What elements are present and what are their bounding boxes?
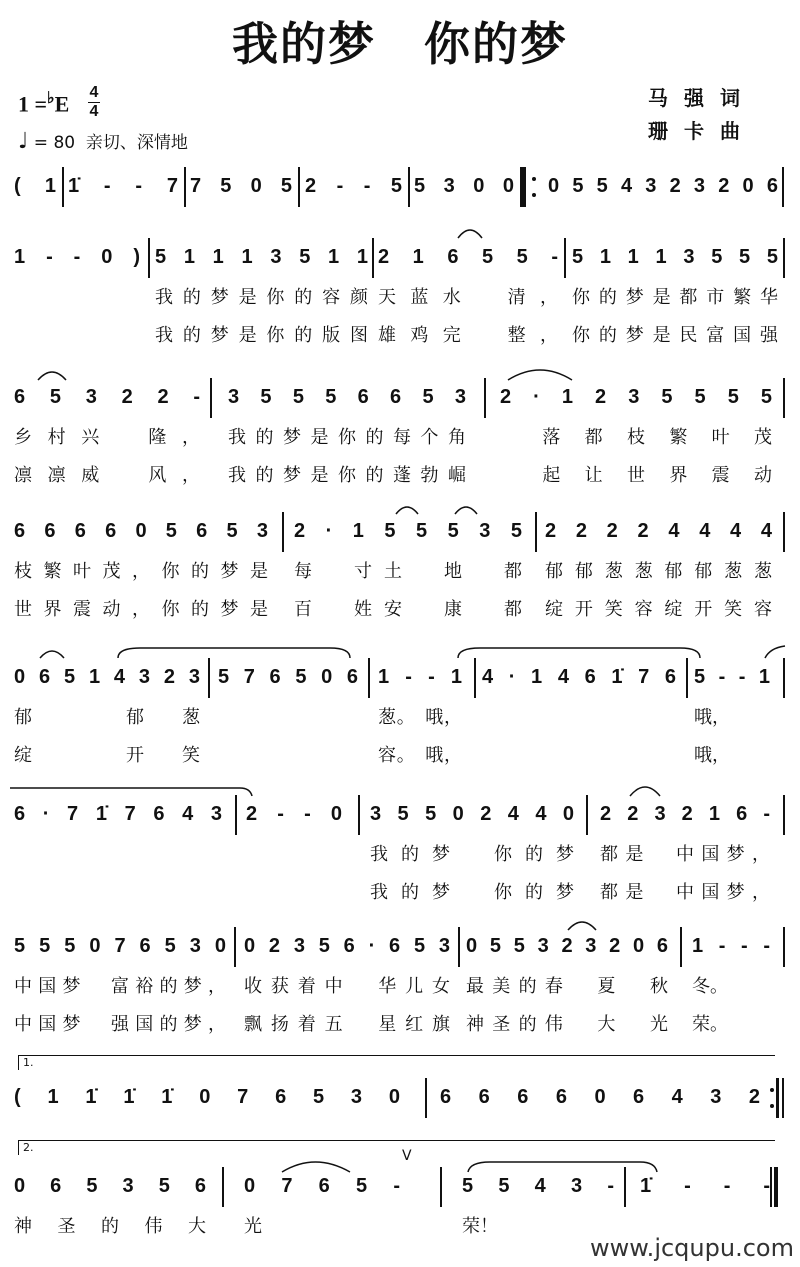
lyric-verse-2: 容。 哦， (378, 745, 462, 766)
lyric-verse-2: 世界震动，你的梦是 (14, 599, 268, 620)
lyric-verse-1: 你的梦是都市繁华 (572, 287, 778, 308)
key-prefix: 1 = (18, 91, 48, 117)
measure-notes: 5 7 6 5 0 6 (218, 666, 358, 688)
lyric-verse-1: 落都枝繁叶茂 (500, 427, 772, 448)
flat-sign: ♭ (47, 90, 55, 107)
measure-notes: 2 · 1 5 5 5 3 5 (294, 520, 522, 542)
slur (765, 646, 785, 658)
lyric-verse-1: 荣！ (462, 1216, 498, 1237)
lyric-verse-2: 百 姓安 康 都 (294, 599, 522, 620)
lyric-verse-1: 我的梦是你的容颜 (155, 287, 368, 308)
measure-notes: 0 5 5 3 2 3 2 0 6 (466, 935, 668, 957)
volta-bracket: 2. (18, 1140, 775, 1155)
time-top: 4 (89, 84, 99, 101)
measure-notes: 6 5 3 2 2 - (14, 386, 200, 408)
lyric-verse-1: 郁郁葱葱郁郁葱葱 (545, 561, 772, 582)
measure-notes: ( 1 (14, 175, 56, 197)
lyric-verse-2: 都是 中国梦， (600, 882, 770, 903)
measure-notes: 4 · 1 4 6 1̇ 7 6 (482, 666, 676, 688)
slur (40, 651, 64, 658)
lyric-verse-1: 我的梦 你的梦 (370, 844, 574, 865)
lyric-verse-1: 中国梦 富裕的梦， (14, 976, 226, 997)
quarter-note-icon: ♩ (18, 129, 29, 154)
lyric-verse-1: 都是 中国梦， (600, 844, 770, 865)
lyric-verse-1: 冬。 (692, 976, 728, 997)
lyric-verse-2: 哦， (694, 745, 730, 766)
tempo-value: = 80 (33, 133, 76, 153)
measure-notes: 2 1 6 5 5 - (378, 246, 558, 268)
composer-credit: 珊卡曲 (648, 119, 756, 143)
lyric-verse-1: 葱。 哦， (378, 707, 462, 728)
measure-notes: 2 · 1 2 3 5 5 5 5 (500, 386, 772, 408)
lyric-verse-2: 雄鸡完 整， (378, 325, 558, 346)
watermark: www.jcqupu.com (590, 1234, 794, 1262)
measure-notes: 0 6 5 1 4 3 2 3 (14, 666, 200, 688)
slur (10, 788, 252, 796)
measure-notes: 5 - - 1 (694, 666, 770, 688)
lyric-verse-1: 天蓝水 清， (378, 287, 558, 308)
lyric-verse-1: 收获着中 华儿女 (244, 976, 450, 997)
lyric-verse-2: 我的梦是你的蓬勃崛 (228, 465, 466, 486)
slur (118, 648, 350, 658)
lyric-verse-1: 乡村兴 隆， (14, 427, 200, 448)
lyric-verse-1: 郁 郁葱 (14, 707, 200, 728)
lyric-verse-2: 荣。 (692, 1014, 728, 1035)
lyric-verse-2: 绽开笑容绽开笑容 (545, 599, 772, 620)
measure-notes: 0 7 6 5 - (244, 1175, 400, 1197)
measure-notes: 1 - - 1 (378, 666, 462, 688)
lyric-verse-2: 神圣的伟 大 光 (466, 1014, 668, 1035)
measure-notes: 6 6 6 6 0 6 4 3 2 (440, 1086, 760, 1108)
slur (38, 372, 66, 380)
measure-notes: 5 3 0 0 (414, 175, 514, 197)
measure-notes: 2 2 2 2 4 4 4 4 (545, 520, 772, 542)
lyric-verse-1: 我的梦是你的每个角 (228, 427, 466, 448)
slur (458, 648, 700, 658)
lyric-verse-2: 起让世界震动 (500, 465, 772, 486)
breath-mark: V (402, 1148, 412, 1164)
lyric-verse-1: 哦， (694, 707, 730, 728)
measure-notes: 5 5 5 0 7 6 5 3 0 (14, 935, 226, 957)
lyric-verse-2: 你的梦是民富国强 (572, 325, 778, 346)
slur (396, 507, 418, 514)
measure-notes: 5 1 1 1 3 5 1 1 (155, 246, 368, 268)
slur (630, 787, 660, 796)
lyric-verse-2: 我的梦 你的梦 (370, 882, 574, 903)
measure-notes: 3 5 5 0 2 4 4 0 (370, 803, 574, 825)
lyric-verse-2: 绽 开笑 (14, 745, 200, 766)
lyric-verse-2: 飘扬着五 星红旗 (244, 1014, 450, 1035)
measure-notes: 6 · 7 1̇ 7 6 4 3 (14, 803, 222, 825)
measure-notes: 1̇ - - 7 (68, 175, 178, 197)
slur (282, 1162, 350, 1172)
measure-notes: 2 - - 5 (305, 175, 402, 197)
measure-notes: 1̇ - - - (640, 1175, 770, 1197)
measure-notes: 0 5 5 4 3 2 3 2 0 6 (548, 175, 778, 197)
measure-notes: 3 5 5 5 6 6 5 3 (228, 386, 466, 408)
measure-notes: 5 5 4 3 - (462, 1175, 614, 1197)
lyric-verse-2: 凛凛威 风， (14, 465, 200, 486)
measure-notes: 6 6 6 6 0 5 6 5 3 (14, 520, 268, 542)
measure-notes: ( 1 1̇ 1̇ 1̇ 0 7 6 5 3 0 (14, 1086, 400, 1108)
lyric-verse-1: 神圣的伟大 (14, 1216, 206, 1237)
slur (468, 1162, 657, 1172)
measure-notes: 2 2 3 2 1 6 - (600, 803, 770, 825)
measure-notes: 2 - - 0 (246, 803, 342, 825)
slur (458, 230, 482, 238)
volta-bracket: 1. (18, 1055, 775, 1070)
expression: 亲切、深情地 (85, 133, 188, 153)
lyric-verse-1: 最美的春 夏 秋 (466, 976, 668, 997)
measure-notes: 0 2 3 5 6 · 6 5 3 (244, 935, 450, 957)
measure-notes: 0 6 5 3 5 6 (14, 1175, 206, 1197)
song-title: 我的梦 你的梦 (232, 17, 568, 71)
lyricist-credit: 马强词 (648, 86, 756, 110)
lyric-verse-1: 光 (244, 1216, 262, 1237)
measure-notes: 1 - - 0 ) (14, 246, 140, 268)
measure-notes: 1 - - - (692, 935, 770, 957)
slur (508, 370, 572, 380)
slur (455, 507, 477, 514)
slur (568, 922, 596, 930)
measure-notes: 5 1 1 1 3 5 5 5 (572, 246, 778, 268)
key-note: E (54, 91, 70, 117)
lyric-verse-2: 中国梦 强国的梦， (14, 1014, 226, 1035)
lyric-verse-2: 我的梦是你的版图 (155, 325, 368, 346)
lyric-verse-1: 每 寸土 地 都 (294, 561, 522, 582)
measure-notes: 7 5 0 5 (190, 175, 292, 197)
time-bottom: 4 (89, 103, 99, 120)
lyric-verse-1: 枝繁叶茂，你的梦是 (14, 561, 268, 582)
